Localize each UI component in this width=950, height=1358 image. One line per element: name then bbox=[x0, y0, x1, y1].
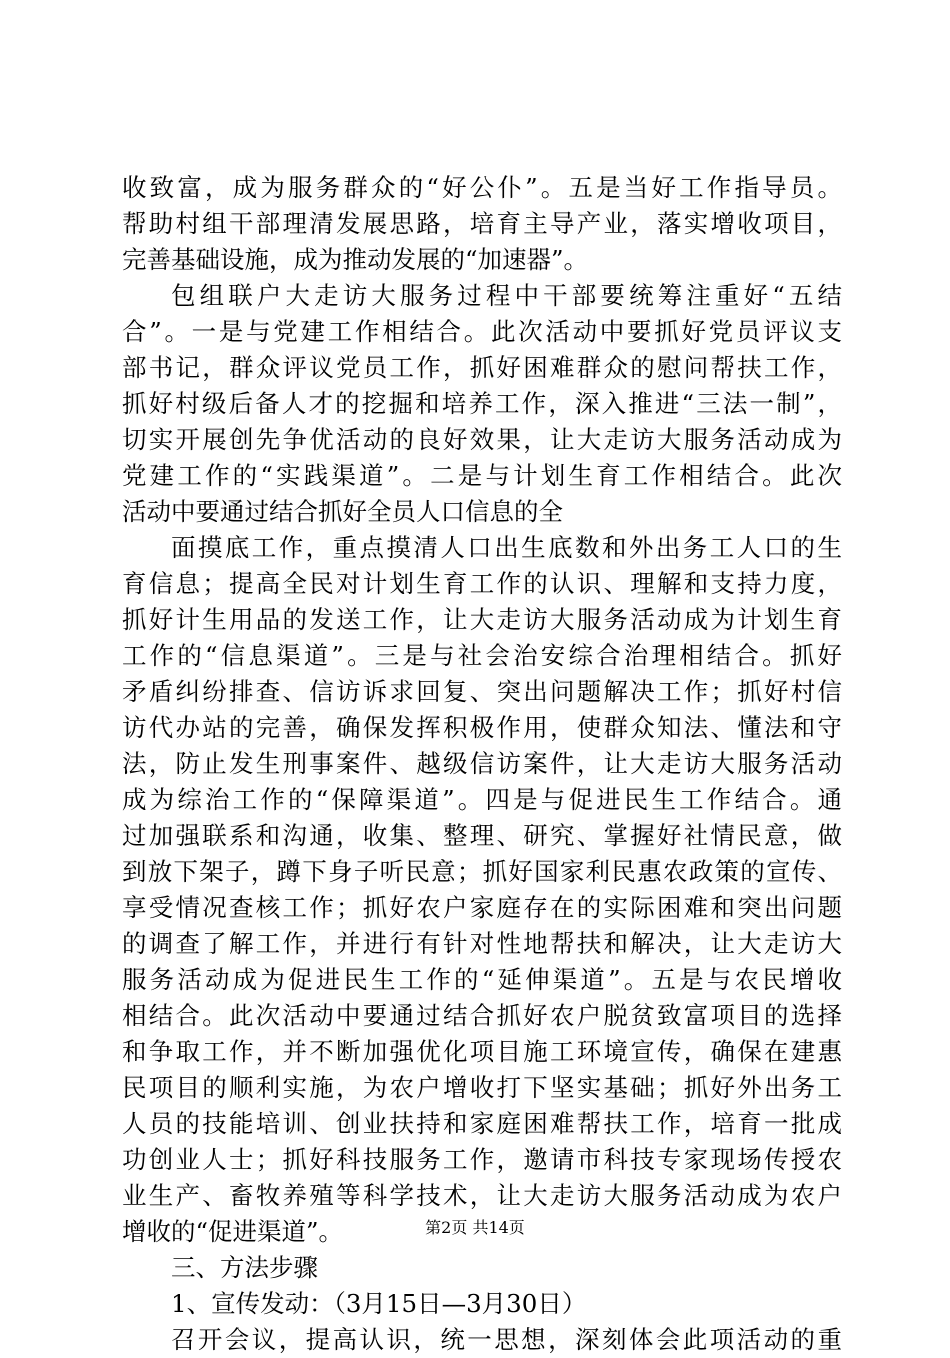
text-line: 育信息；提高全民对计划生育工作的认识、理解和支持力度， bbox=[122, 569, 842, 598]
page-footer: 第2页 共14页 bbox=[425, 1218, 525, 1237]
text-line: 相结合。此次活动中要通过结合抓好农户脱贫致富项目的选择 bbox=[122, 1001, 842, 1030]
text-line: 增收的“促进渠道”。 bbox=[122, 1217, 344, 1246]
text-line: 成为综治工作的“保障渠道”。四是与促进民生工作结合。通 bbox=[122, 785, 842, 814]
text-line: 抓好计生用品的发送工作，让大走访大服务活动成为计划生育 bbox=[122, 605, 842, 634]
text-line: 人员的技能培训、创业扶持和家庭困难帮扶工作，培育一批成 bbox=[122, 1109, 842, 1138]
text-line: 过加强联系和沟通，收集、整理、研究、掌握好社情民意，做 bbox=[122, 821, 842, 850]
text-line: 的调查了解工作，并进行有针对性地帮扶和解决，让大走访大 bbox=[122, 929, 842, 958]
text-line: 召开会议，提高认识，统一思想，深刻体会此项活动的重 bbox=[171, 1325, 842, 1354]
text-line: 合”。一是与党建工作相结合。此次活动中要抓好党员评议支 bbox=[122, 317, 842, 346]
text-line: 收致富，成为服务群众的“好公仆”。五是当好工作指导员。 bbox=[122, 173, 842, 202]
text-line: 1、宣传发动：（3月15日—3月30日） bbox=[171, 1289, 587, 1318]
text-line: 抓好村级后备人才的挖掘和培养工作，深入推进“三法一制”， bbox=[122, 389, 842, 418]
text-line: 帮助村组干部理清发展思路，培育主导产业，落实增收项目， bbox=[122, 209, 842, 238]
text-line: 享受情况查核工作；抓好农户家庭存在的实际困难和突出问题 bbox=[122, 893, 842, 922]
text-line: 活动中要通过结合抓好全员人口信息的全 bbox=[122, 497, 563, 526]
text-line: 部书记，群众评议党员工作，抓好困难群众的慰问帮扶工作， bbox=[122, 353, 842, 382]
text-line: 完善基础设施，成为推动发展的“加速器”。 bbox=[122, 245, 589, 274]
text-line: 法，防止发生刑事案件、越级信访案件，让大走访大服务活动 bbox=[122, 749, 842, 778]
text-line: 功创业人士；抓好科技服务工作，邀请市科技专家现场传授农 bbox=[122, 1145, 842, 1174]
text-line: 服务活动成为促进民生工作的“延伸渠道”。五是与农民增收 bbox=[122, 965, 842, 994]
text-line: 业生产、畜牧养殖等科学技术，让大走访大服务活动成为农户 bbox=[122, 1181, 842, 1210]
document-body bbox=[122, 170, 842, 1358]
text-line: 党建工作的“实践渠道”。二是与计划生育工作相结合。此次 bbox=[122, 461, 842, 490]
text-line: 切实开展创先争优活动的良好效果，让大走访大服务活动成为 bbox=[122, 425, 842, 454]
text-line: 面摸底工作，重点摸清人口出生底数和外出务工人口的生 bbox=[171, 533, 842, 562]
text-line: 到放下架子，蹲下身子听民意；抓好国家利民惠农政策的宣传、 bbox=[122, 857, 842, 886]
text-line: 矛盾纠纷排查、信访诉求回复、突出问题解决工作；抓好村信 bbox=[122, 677, 842, 706]
text-line: 访代办站的完善，确保发挥积极作用，使群众知法、懂法和守 bbox=[122, 713, 842, 742]
text-line: 三、方法步骤 bbox=[171, 1253, 318, 1282]
text-line: 和争取工作，并不断加强优化项目施工环境宣传，确保在建惠 bbox=[122, 1037, 842, 1066]
text-line: 民项目的顺利实施，为农户增收打下坚实基础；抓好外出务工 bbox=[122, 1073, 842, 1102]
text-line: 工作的“信息渠道”。三是与社会治安综合治理相结合。抓好 bbox=[122, 641, 842, 670]
text-line: 包组联户大走访大服务过程中干部要统筹注重好“五结 bbox=[171, 281, 842, 310]
